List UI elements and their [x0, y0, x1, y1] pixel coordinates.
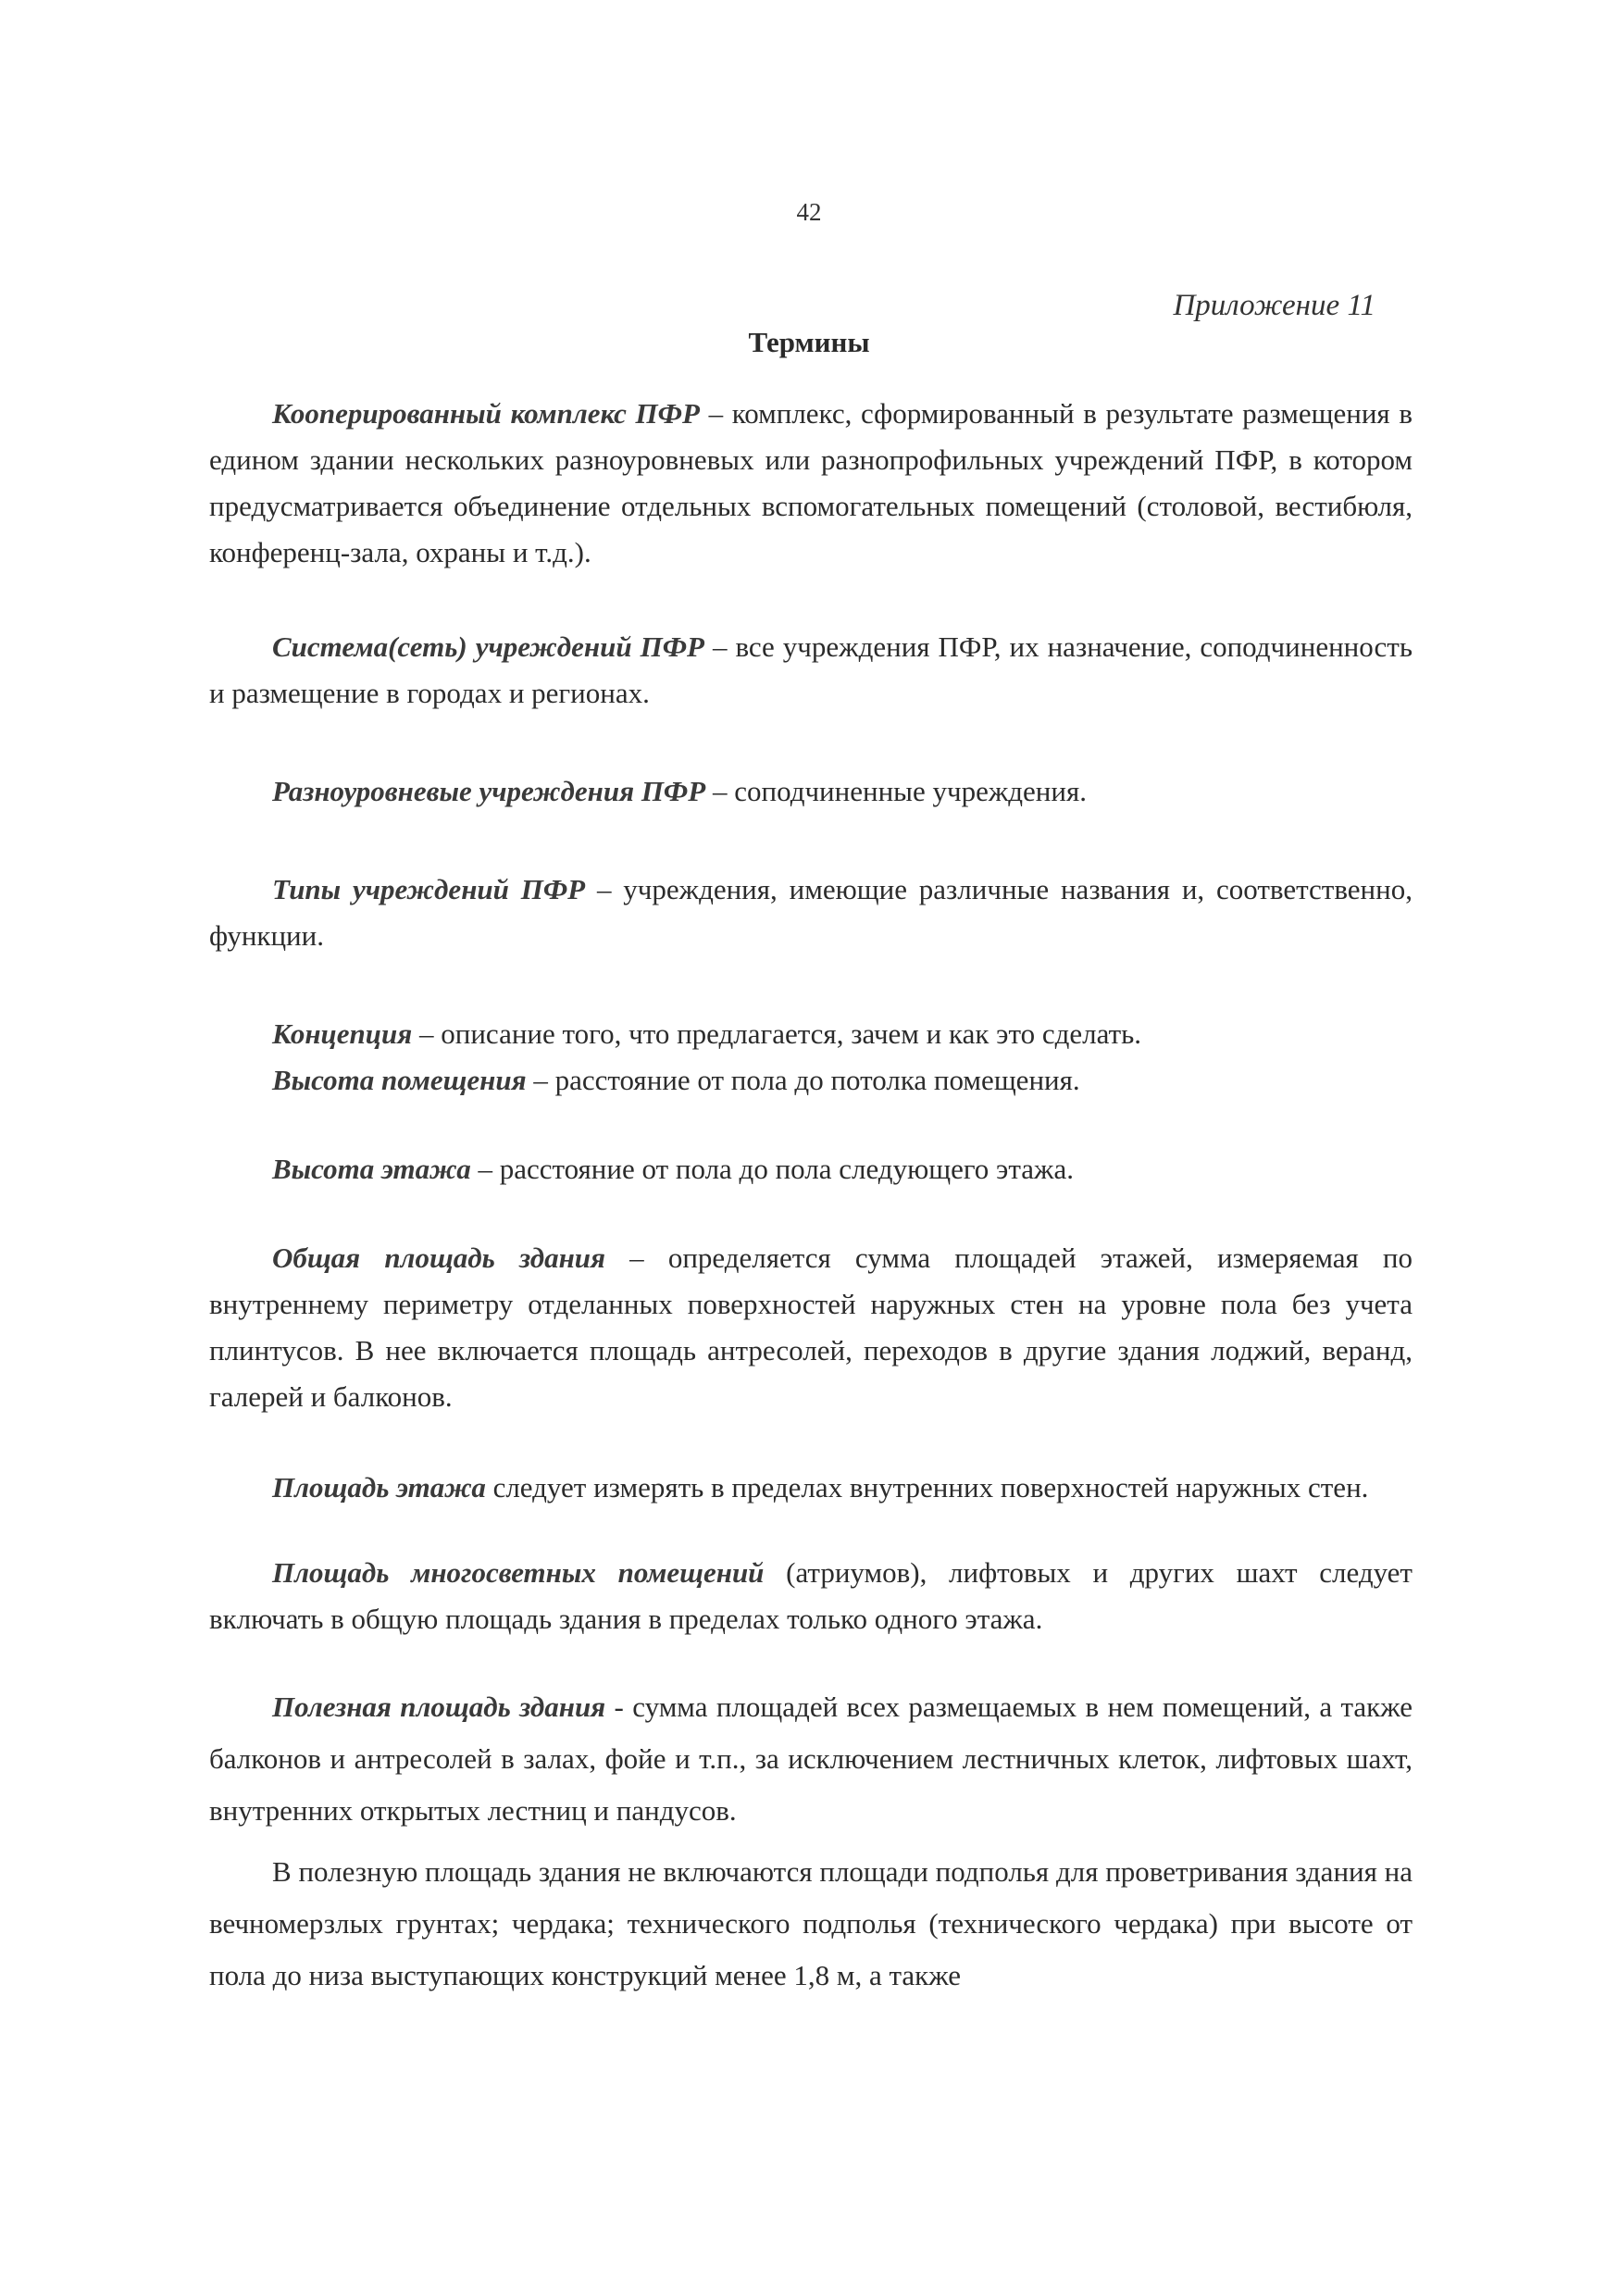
term-name: Площадь этажа: [272, 1471, 486, 1504]
term-definition: [209, 768, 1413, 815]
term-definition: [209, 867, 1413, 959]
term-definition: [209, 1550, 1413, 1642]
term-definition: [209, 391, 1413, 576]
term-text: – определяется сумма площадей этажей, измеряемая по внутреннему периметру отделанных поверхностей наружных стен на уровне пола без учета плинтусов. В нее включается площадь антресолей, переходов в другие здания лоджий, веранд, галерей и балконов.: [209, 1242, 1413, 1413]
term-name: Система(сеть) учреждений ПФР: [272, 630, 704, 663]
term-definition: [209, 1235, 1413, 1420]
term-text: – описание того, что предлагается, зачем и как это сделать.: [412, 1017, 1142, 1050]
term-name: Концепция: [272, 1017, 413, 1050]
page-number: 42: [796, 198, 822, 226]
term-name: Высота этажа: [272, 1153, 471, 1185]
term-definition: [209, 1681, 1413, 1837]
term-text: – соподчиненные учреждения.: [705, 775, 1087, 807]
document-body: [209, 391, 1413, 2002]
term-text: (атриумов), лифтовых и других шахт следует включать в общую площадь здания в пределах только одного этажа.: [209, 1556, 1413, 1635]
term-definition: [209, 1057, 1413, 1104]
term-text: – расстояние от пола до потолка помещения.: [526, 1064, 1080, 1096]
term-name: Площадь многосветных помещений: [272, 1556, 765, 1589]
term-definition: [209, 1011, 1413, 1057]
term-name: Высота помещения: [272, 1064, 527, 1096]
closing-paragraph: В полезную площадь здания не включаются площади подполья для проветривания здания на вечномерзлых грунтах; чердака; технического подполья (технического чердака) при высоте от пола до низа выступающих конструкций менее 1,8 м, а также: [209, 1855, 1413, 1991]
term-name: Общая площадь здания: [272, 1242, 605, 1274]
term-definition: [209, 1465, 1413, 1511]
term-text: следует измерять в пределах внутренних поверхностей наружных стен.: [485, 1471, 1369, 1504]
term-text: - сумма площадей всех размещаемых в нем помещений, а также балконов и антресолей в залах, фойе и т.п., за исключением лестничных клеток, лифтовых шахт, внутренних открытых лестниц и пандусов.: [209, 1691, 1413, 1827]
appendix-label: Приложение 11: [1173, 289, 1375, 322]
term-text: – учреждения, имеющие различные названия и, соответственно, функции.: [209, 873, 1413, 952]
term-name: Кооперированный комплекс ПФР: [272, 397, 700, 430]
term-name: Типы учреждений ПФР: [272, 873, 586, 905]
term-name: Разноуровневые учреждения ПФР: [272, 775, 706, 807]
term-definition: [209, 1146, 1413, 1192]
term-name: Полезная площадь здания: [272, 1691, 606, 1723]
term-text: – расстояние от пола до пола следующего этажа.: [470, 1153, 1074, 1185]
term-text: – комплекс, сформированный в результате размещения в едином здании нескольких разноуровневых или разнопрофильных учреждений ПФР, в котором предусматривается объединение отдельных вспомогательных помещений (столовой, вестибюля, конференц-зала, охраны и т.д.).: [209, 397, 1413, 568]
term-text: – все учреждения ПФР, их назначение, соподчиненность и размещение в городах и регионах.: [209, 630, 1413, 709]
page-title: Термины: [748, 326, 870, 358]
term-definition: [209, 624, 1413, 717]
